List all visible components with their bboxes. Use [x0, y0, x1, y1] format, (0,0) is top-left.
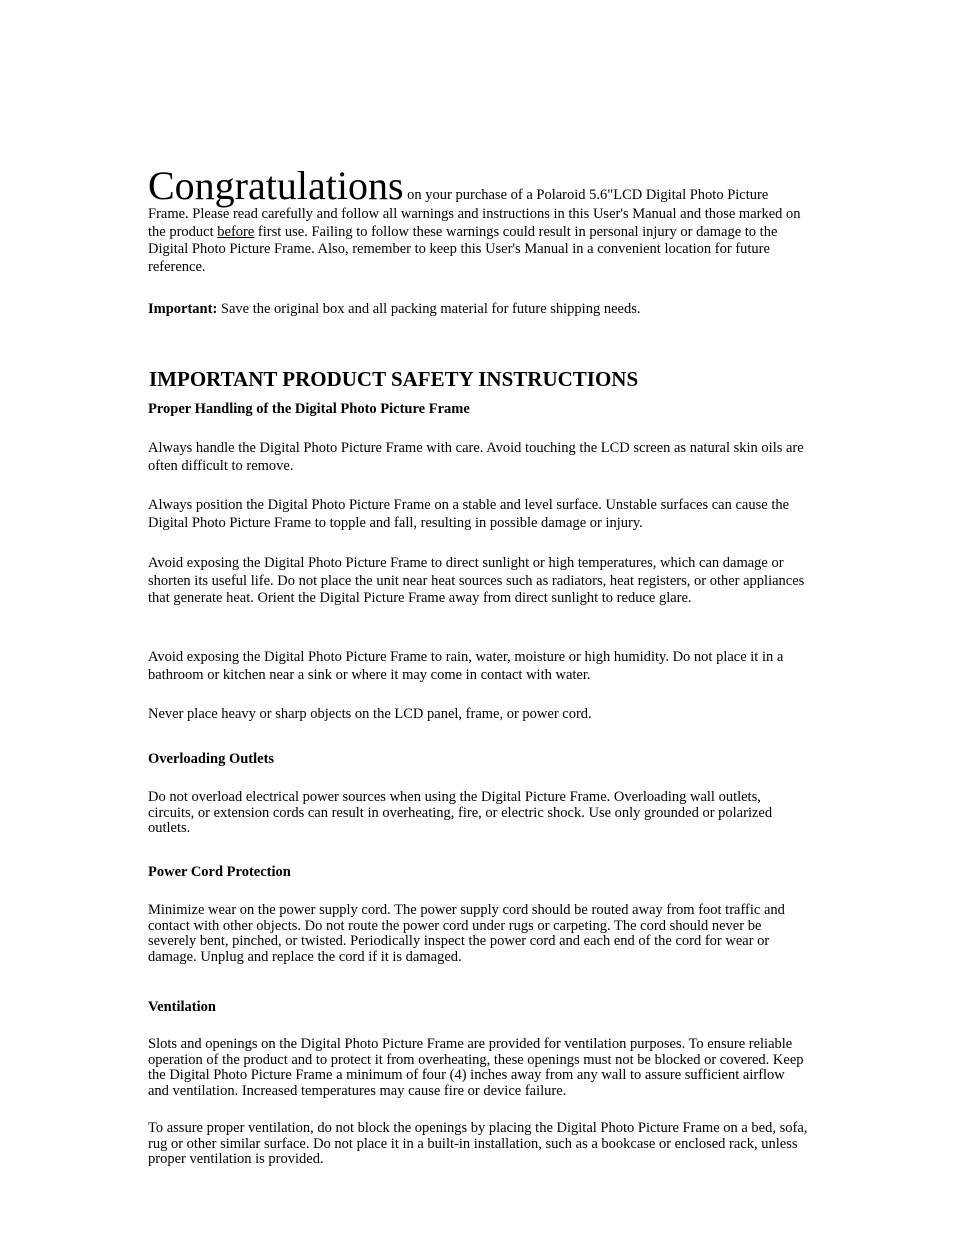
ventilation-heading: Ventilation: [148, 999, 216, 1015]
handling-heading: Proper Handling of the Digital Photo Picture Frame: [148, 401, 470, 417]
overloading-heading: Overloading Outlets: [148, 751, 275, 767]
handling-paragraph-4: Avoid exposing the Digital Photo Picture Frame to rain, water, moisture or high humidity. Do not place it in a bathroom or kitchen near a sink or where it may come in contact with water.: [148, 649, 784, 683]
intro-rest-text: first use. Failing to follow these warnings could result in personal injury or damage to the Digital Photo Picture Frame. Also, remember to keep this User's Manual in a convenient location for future reference.: [148, 223, 778, 275]
handling-paragraph-2: Always position the Digital Photo Picture Frame on a stable and level surface. Unstable surfaces can cause the Digital Photo Picture Frame to topple and fall, resulting in possible damage or injury.: [148, 497, 790, 531]
important-note: [148, 301, 808, 319]
ventilation-paragraph-1: Slots and openings on the Digital Photo Picture Frame are provided for ventilation purposes. To ensure reliable operation of the product and to protect it from overheating, these openings must not be blocked or covered. Keep the Digital Photo Picture Frame a minimum of four (4) inches away from any wall to assure sufficient airflow and ventilation. Increased temperatures may cause fire or device failure.: [148, 1036, 804, 1099]
power-cord-heading: Power Cord Protection: [148, 864, 291, 880]
safety-title: IMPORTANT PRODUCT SAFETY INSTRUCTIONS: [149, 367, 639, 391]
handling-paragraph-5: Never place heavy or sharp objects on the LCD panel, frame, or power cord.: [148, 706, 592, 722]
intro-lead-text: on your purchase of a Polaroid 5.6"LCD Digital Photo Picture Frame. Please read carefully and follow all warnings and instructions in this User's Manual and those marked on the product: [148, 187, 801, 240]
congratulations-title: Congratulations: [148, 163, 404, 208]
power-cord-paragraph: Minimize wear on the power supply cord. The power supply cord should be routed away from foot traffic and contact with other objects. Do not route the power cord under rugs or carpeting. The cord should never be severely bent, pinched, or twisted. Periodically inspect the power cord and each end of the cord for wear or damage. Unplug and replace the cord if it is damaged.: [148, 902, 785, 965]
ventilation-paragraph-2: To assure proper ventilation, do not block the openings by placing the Digital Photo Picture Frame on a bed, sofa, rug or other similar surface. Do not place it in a built-in installation, such as a bookcase or enclosed rack, unless proper ventilation is provided.: [148, 1120, 808, 1168]
handling-paragraph-3: Avoid exposing the Digital Photo Picture Frame to direct sunlight or high temperatures, which can damage or shorten its useful life. Do not place the unit near heat sources such as radiators, heat registers, or other appliances that generate heat. Orient the Digital Picture Frame away from direct sunlight to reduce glare.: [148, 555, 805, 607]
overloading-paragraph: Do not overload electrical power sources when using the Digital Picture Frame. Overloading wall outlets, circuits, or extension cords can result in overheating, fire, or electric shock. Use only grounded or polarized outlets.: [148, 789, 773, 837]
intro-underlined-word: before: [217, 223, 255, 240]
intro-paragraph: [148, 163, 808, 276]
handling-paragraph-1: Always handle the Digital Photo Picture Frame with care. Avoid touching the LCD screen as natural skin oils are often difficult to remove.: [148, 440, 804, 474]
important-label: Important:: [148, 301, 218, 317]
important-text: Save the original box and all packing material for future shipping needs.: [217, 301, 641, 317]
